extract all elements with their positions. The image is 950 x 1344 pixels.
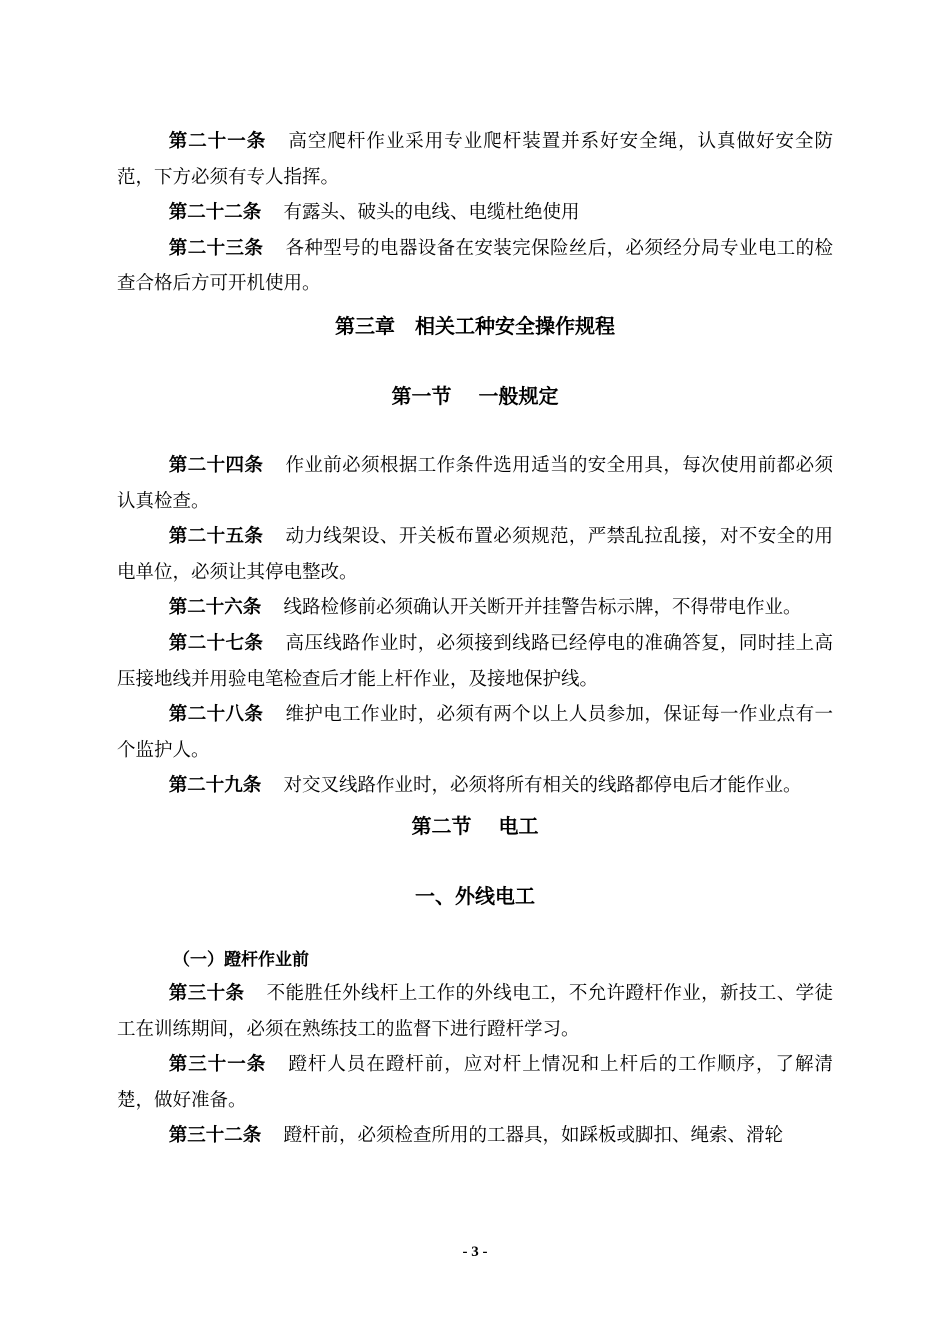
article-number: 第二十八条 — [168, 704, 264, 726]
article-number: 第二十三条 — [168, 237, 264, 259]
article-text: 高压线路作业时，必须接到线路已经停电的准确答复，同时挂上高压接地线并用验电笔检查后才能上杆作业，及接地保护线。 — [117, 632, 833, 690]
article-21 — [117, 124, 833, 195]
article-text: 作业前必须根据工作条件选用适当的安全用具，每次使用前都必须认真检查。 — [117, 454, 833, 512]
article-number: 第三十一条 — [168, 1054, 267, 1076]
article-31 — [117, 1047, 833, 1118]
article-26 — [117, 590, 833, 626]
article-number: 第二十六条 — [168, 597, 262, 619]
article-text: 维护电工作业时，必须有两个以上人员参加，保证每一作业点有一个监护人。 — [117, 704, 833, 761]
article-text: 高空爬杆作业采用专业爬杆装置并系好安全绳，认真做好安全防范，下方必须有专人指挥。 — [117, 131, 833, 188]
subsection-title: 一、外线电工 — [415, 883, 535, 908]
chapter-title: 第三章 相关工种安全操作规程 — [335, 313, 615, 338]
sub-item-title: （一）蹬杆作业前 — [173, 949, 309, 970]
article-text: 各种型号的电器设备在安装完保险丝后，必须经分局专业电工的检查合格后方可开机使用。 — [117, 237, 833, 295]
article-number: 第二十四条 — [168, 454, 264, 476]
article-29 — [117, 768, 833, 804]
section-1-title: 第一节 一般规定 — [391, 383, 559, 408]
article-number: 第二十二条 — [168, 202, 262, 224]
article-30 — [117, 976, 833, 1047]
document-body — [117, 124, 833, 1154]
article-text: 有露头、破头的电线、电缆杜绝使用 — [283, 202, 580, 224]
article-text: 蹬杆人员在蹬杆前，应对杆上情况和上杆后的工作顺序，了解清楚，做好准备。 — [117, 1054, 833, 1111]
article-text: 线路检修前必须确认开关断开并挂警告标示牌，不得带电作业。 — [283, 597, 802, 619]
article-number: 第二十七条 — [168, 632, 264, 654]
article-number: 第二十九条 — [168, 775, 262, 797]
article-text: 蹬杆前，必须检查所用的工器具，如踩板或脚扣、绳索、滑轮 — [283, 1125, 784, 1147]
article-number: 第二十一条 — [168, 131, 267, 152]
article-24 — [117, 448, 833, 519]
article-text: 不能胜任外线杆上工作的外线电工，不允许蹬杆作业，新技工、学徒工在训练期间，必须在熟练技工的监督下进行蹬杆学习。 — [117, 982, 833, 1040]
article-28 — [117, 697, 833, 768]
article-number: 第三十条 — [168, 982, 245, 1004]
article-25 — [117, 519, 833, 590]
article-number: 第二十五条 — [168, 526, 264, 548]
article-22 — [117, 195, 833, 231]
article-number: 第三十二条 — [168, 1125, 262, 1147]
article-27 — [117, 626, 833, 697]
page-number: - 3 - — [462, 1244, 488, 1260]
article-32 — [117, 1118, 833, 1154]
article-text: 动力线架设、开关板布置必须规范，严禁乱拉乱接，对不安全的用电单位，必须让其停电整改。 — [117, 526, 833, 583]
section-2-title: 第二节 电工 — [411, 813, 539, 838]
article-23 — [117, 231, 833, 302]
article-text: 对交叉线路作业时，必须将所有相关的线路都停电后才能作业。 — [283, 775, 802, 797]
